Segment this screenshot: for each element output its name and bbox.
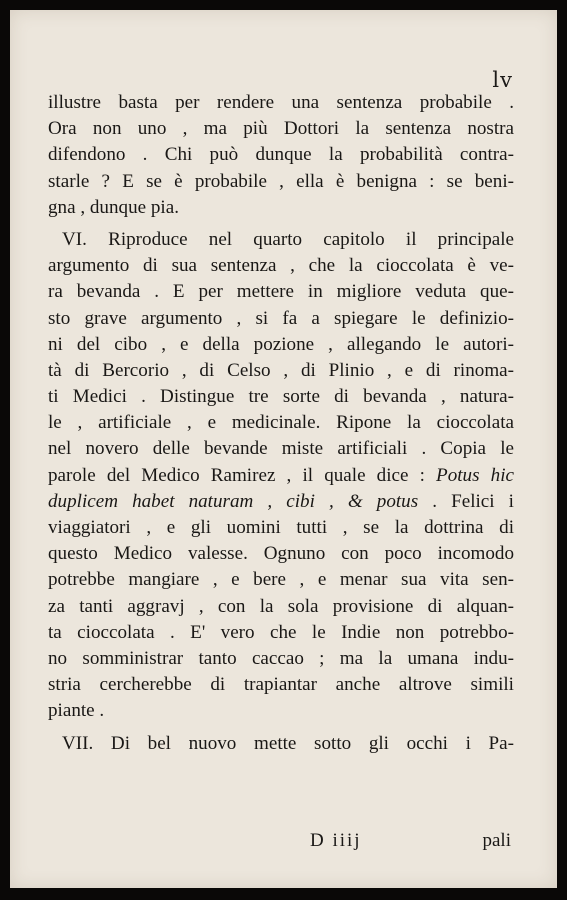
text-line: stria cercherebbe di trapiantar anche altrove simili: [48, 674, 514, 696]
signature-mark: D iiij: [310, 830, 362, 851]
text-line: no somministrar tanto caccao ; ma la umana indu-: [48, 647, 514, 669]
text-line: starle ? E se è probabile , ella è benigna : se beni-: [48, 170, 514, 192]
text-line: nel novero delle bevande miste artificiali . Copia le: [48, 438, 514, 460]
text-line: ti Medici . Distingue tre sorte di bevanda , natura-: [48, 386, 514, 408]
text-line: tà di Bercorio , di Celso , di Plinio , e di rinoma-: [48, 359, 514, 381]
text-line: Ora non uno , ma più Dottori la sentenza nostra: [48, 118, 514, 140]
text-line: potrebbe mangiare , e bere , e menar sua vita sen-: [48, 569, 514, 591]
text-line: VII. Di bel nuovo mette sotto gli occhi i Pa-: [62, 732, 514, 754]
text-line: argumento di sua sentenza , che la cioccolata è ve-: [48, 255, 514, 277]
catchword: pali: [482, 830, 511, 851]
page-footer: [60, 830, 511, 858]
text-line: ni del cibo , e della pozione , allegando le autori-: [48, 333, 514, 355]
text-line: ta cioccolata . E' vero che le Indie non potrebbo-: [48, 621, 514, 643]
text-line: gna , dunque pia.: [48, 196, 179, 218]
text-line: sto grave argumento , si fa a spiegare le definizio-: [48, 307, 514, 329]
text-line: questo Medico valesse. Ognuno con poco incomodo: [48, 543, 514, 565]
book-page: [10, 10, 557, 888]
text-line: za tanti aggravj , con la sola provisione di alquan-: [48, 595, 514, 617]
text-line: piante .: [48, 700, 105, 722]
text-line: parole del Medico Ramirez , il quale dice : Potus hic: [48, 464, 514, 486]
text-line: ra bevanda . E per mettere in migliore veduta que-: [48, 281, 514, 303]
text-line: duplicem habet naturam , cibi , & potus . Felici i: [48, 490, 514, 512]
body-text: [48, 90, 514, 757]
text-line: viaggiatori , e gli uomini tutti , se la dottrina di: [48, 517, 514, 538]
text-line: difendono . Chi può dunque la probabilità contra-: [48, 144, 514, 166]
text-line: VI. Riproduce nel quarto capitolo il principale: [62, 228, 514, 250]
text-line: illustre basta per rendere una sentenza probabile .: [48, 92, 514, 113]
page-number: lv: [492, 68, 513, 92]
text-line: le , artificiale , e medicinale. Ripone la cioccolata: [48, 412, 514, 434]
